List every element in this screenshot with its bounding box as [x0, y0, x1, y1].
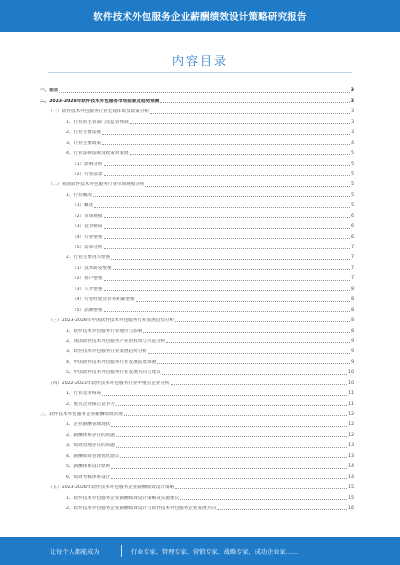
toc-entry-text: 2、行业主要法规 — [66, 130, 102, 136]
toc-entry-text: 2、软件技术外包服务企业薪酬绩效设计与软件技术外包服务企业发展方向 — [66, 505, 216, 511]
toc-entry-page: 3 — [351, 119, 354, 125]
toc-leader-dots — [111, 259, 350, 260]
toc-entry[interactable] — [40, 220, 354, 230]
footer-left-text: 让每个人都能成为 — [50, 549, 100, 556]
toc-leader-dots — [166, 342, 350, 343]
toc-leader-dots — [136, 301, 350, 302]
toc-entry-text: （二）我国软件技术外包服务行业市场规模分析 — [48, 182, 145, 188]
toc-entry-page: 15 — [348, 485, 354, 491]
toc-entry-page: 14 — [348, 464, 354, 470]
toc-entry[interactable] — [40, 428, 354, 438]
toc-leader-dots — [162, 374, 347, 375]
toc-entry-text: （4）行业壁垒 — [72, 234, 103, 240]
toc-entry-text: （1）影响分析 — [72, 161, 103, 167]
toc-leader-dots — [145, 186, 350, 187]
toc-entry-page: 6 — [351, 234, 354, 240]
toc-leader-dots — [93, 196, 350, 197]
toc-leader-dots — [157, 363, 350, 364]
toc-entry-page: 5 — [351, 151, 354, 157]
toc-entry-page: 14 — [348, 474, 354, 480]
toc-entry-page: 11 — [348, 401, 354, 407]
toc-leader-dots — [120, 457, 347, 458]
toc-entry[interactable] — [40, 178, 354, 188]
toc-entry[interactable] — [40, 293, 354, 303]
toc-entry[interactable] — [40, 314, 354, 324]
toc-entry-page: 13 — [348, 453, 354, 459]
toc-leader-dots — [116, 405, 347, 406]
toc-entry-text: （四）2022-2023年软件技术外包服务行业中重点企业分析 — [48, 380, 170, 386]
toc-leader-dots — [104, 228, 351, 229]
toc-entry[interactable] — [40, 460, 354, 470]
toc-entry[interactable] — [40, 157, 354, 167]
toc-entry-page: 6 — [351, 224, 354, 230]
toc-entry-page: 9 — [351, 359, 354, 365]
toc-entry-page: 15 — [348, 495, 354, 501]
toc-leader-dots — [111, 426, 347, 427]
toc-entry[interactable] — [40, 168, 354, 178]
toc-entry-text: 1、软件技术外包服务行业地位与影响 — [66, 328, 143, 334]
toc-entry-page: 5 — [351, 182, 354, 188]
toc-entry-text: 4、行业法律法规及政策对发展 — [66, 151, 129, 157]
toc-leader-dots — [104, 248, 351, 249]
toc-entry[interactable] — [40, 470, 354, 480]
toc-entry-page: 12 — [348, 432, 354, 438]
toc-entry-text: 一、前言 — [40, 88, 59, 94]
toc-entry-text: （3）人才壁垒 — [72, 286, 103, 292]
toc-entry[interactable] — [40, 209, 354, 219]
toc-leader-dots — [102, 134, 350, 135]
toc-entry-page: 10 — [348, 380, 354, 386]
toc-entry-text: （五）2023-2028年软件技术外包服务企业薪酬绩效设计策略 — [48, 485, 175, 491]
toc-leader-dots — [175, 321, 350, 322]
toc-leader-dots — [104, 217, 351, 218]
toc-leader-dots — [160, 102, 349, 103]
toc-entry-text: 1、行业概况 — [66, 192, 92, 198]
report-header — [0, 0, 400, 32]
toc-entry-text: （三）2023-2028年中国软件技术外包服务行业发展趋势分析 — [48, 318, 175, 324]
toc-entry-text: 2、行业主要进入壁垒 — [66, 255, 111, 261]
toc-entry-page: 12 — [348, 412, 354, 417]
toc-entry[interactable] — [40, 115, 354, 125]
toc-entry-text: （2）市场规模 — [72, 213, 103, 219]
toc-entry[interactable] — [40, 418, 354, 428]
toc-entry[interactable] — [40, 241, 354, 251]
title-divider — [48, 72, 352, 73]
toc-entry-page: 16 — [348, 505, 354, 511]
toc-title: 内容目录 — [171, 54, 228, 68]
toc-entry-text: 5、中国软件技术外包服务行业发展方向与建议 — [66, 370, 161, 376]
toc-entry-text: 1、软件技术外包服务企业薪酬绩效设计策略及实施建议 — [66, 495, 180, 501]
toc-entry[interactable] — [40, 355, 354, 365]
toc-entry[interactable] — [40, 188, 354, 198]
toc-entry-text: （一）软件技术外包服务行业宏观环境及政策分析 — [48, 109, 150, 115]
toc-entry-text: （1）概述 — [72, 203, 94, 209]
toc-entry-text: 6、绩效考核体系设计 — [66, 474, 111, 480]
toc-entry-text: （2）行业前景 — [72, 171, 103, 177]
toc-leader-dots — [104, 280, 351, 281]
toc-entry-text: 2、我国软件技术外包服务产业的投资与兴起分析 — [66, 338, 166, 344]
report-title: 软件技术外包服务企业薪酬绩效设计策略研究报告 — [93, 12, 307, 23]
toc-entry[interactable] — [40, 387, 354, 397]
toc-entry-page: 3 — [351, 130, 354, 136]
toc-entry-text: 二、2023-2028年软件技术外包服务市场前景及趋势预测 — [40, 98, 160, 104]
toc-entry[interactable] — [40, 303, 354, 313]
toc-leader-dots — [94, 207, 350, 208]
toc-entry-text: 3、行业主要政策 — [66, 140, 102, 146]
toc-entry[interactable] — [40, 136, 354, 146]
toc-entry-text: 1、行业竞争格局 — [66, 391, 102, 397]
toc-entry[interactable] — [40, 147, 354, 157]
toc-leader-dots — [102, 144, 350, 145]
toc-leader-dots — [104, 290, 351, 291]
toc-entry-text: （3）竞争格局 — [72, 224, 103, 230]
toc-leader-dots — [104, 238, 351, 239]
toc-leader-dots — [171, 384, 348, 385]
toc-leader-dots — [116, 447, 347, 448]
footer-divider — [121, 545, 122, 557]
toc-entry-page: 8 — [351, 307, 354, 313]
footer-banner — [0, 537, 400, 565]
toc-leader-dots — [180, 499, 347, 500]
toc-leader-dots — [104, 311, 351, 312]
toc-entry-page: 13 — [348, 443, 354, 449]
toc-leader-dots — [111, 468, 347, 469]
toc-leader-dots — [104, 165, 351, 166]
toc-entry-text: 1、企业薪酬管理现状 — [66, 422, 111, 428]
toc-entry[interactable] — [40, 366, 354, 376]
toc-entry-page: 5 — [351, 171, 354, 177]
toc-entry-page: 5 — [351, 161, 354, 167]
toc-entry[interactable] — [40, 261, 354, 271]
toc-entry-page: 7 — [351, 265, 354, 271]
toc-entry-page: 7 — [351, 255, 354, 261]
toc-entry-page: 8 — [351, 328, 354, 334]
toc-entry-page: 9 — [351, 338, 354, 344]
toc-leader-dots — [150, 113, 350, 114]
toc-leader-dots — [113, 269, 350, 270]
toc-entry[interactable] — [40, 376, 354, 386]
toc-leader-dots — [59, 92, 349, 93]
toc-entry-page: 3 — [351, 109, 354, 115]
toc-leader-dots — [175, 488, 347, 489]
toc-leader-dots — [104, 175, 351, 176]
toc-entry-page: 7 — [351, 276, 354, 282]
toc-entry-page: 9 — [351, 349, 354, 355]
toc-entry-text: 4、薪酬绩效管理优化建议 — [66, 453, 120, 459]
toc-leader-dots — [130, 154, 350, 155]
toc-leader-dots — [124, 415, 347, 416]
toc-entry-text: 4、中国软件技术外包服务行业发展前景预测 — [66, 359, 157, 365]
toc-entry-page: 12 — [348, 422, 354, 428]
toc-entry-page: 3 — [350, 98, 354, 104]
toc-entry-page: 10 — [348, 370, 354, 376]
toc-entry-text: 1、行业的主管部门及监管体制 — [66, 119, 129, 125]
toc-leader-dots — [102, 395, 347, 396]
toc-entry[interactable] — [40, 491, 354, 501]
toc-entry-page: 4 — [351, 140, 354, 146]
toc-entry[interactable] — [40, 449, 354, 459]
toc-entry-text: 5、薪酬体系设计原则 — [66, 464, 111, 470]
toc-entry[interactable] — [40, 126, 354, 136]
toc-leader-dots — [143, 332, 350, 333]
footer-right-text: 行业专家、管理专家、营销专家、战略专家、成功企业家…… — [131, 549, 299, 556]
toc-entry-page: 11 — [348, 391, 354, 397]
toc-entry[interactable] — [40, 397, 354, 407]
toc-entry[interactable] — [40, 94, 354, 104]
toc-entry-page: 6 — [351, 213, 354, 219]
toc-entry[interactable] — [40, 345, 354, 355]
toc-leader-dots — [116, 436, 347, 437]
toc-entry[interactable] — [40, 335, 354, 345]
toc-entry-text: （4）行业经验及业务积累壁垒 — [72, 297, 135, 303]
toc-entry-page: 8 — [351, 286, 354, 292]
toc-entry-text: 3、软件技术外包服务行业发展趋势分析 — [66, 349, 148, 355]
toc-entry[interactable] — [40, 439, 354, 449]
toc-entry-text: （5）品牌壁垒 — [72, 307, 103, 313]
toc-entry-text: （2）客户壁垒 — [72, 276, 103, 282]
toc-entry[interactable] — [40, 272, 354, 282]
toc-entry-page: 3 — [350, 88, 354, 94]
toc-entry[interactable] — [40, 481, 354, 491]
toc-leader-dots — [217, 509, 347, 510]
toc-entry-text: 三、软件技术外包服务企业薪酬绩效管理 — [40, 412, 123, 417]
toc-entry[interactable] — [40, 282, 354, 292]
toc-entry-page: 8 — [351, 318, 354, 324]
toc-entry[interactable] — [40, 105, 354, 115]
toc-leader-dots — [130, 123, 350, 124]
table-of-contents — [40, 84, 354, 512]
toc-entry-text: （1）技术研发壁垒 — [72, 265, 112, 271]
toc-leader-dots — [148, 353, 350, 354]
toc-entry-text: 3、绩效管理存在的问题 — [66, 443, 115, 449]
toc-entry[interactable] — [40, 251, 354, 261]
toc-entry-text: 2、薪酬体系存在的问题 — [66, 432, 115, 438]
toc-entry[interactable] — [40, 502, 354, 512]
toc-leader-dots — [111, 478, 347, 479]
toc-entry-page: 5 — [351, 192, 354, 198]
toc-entry-text: （5）需求分析 — [72, 245, 103, 250]
toc-entry-page: 7 — [351, 245, 354, 250]
toc-entry-text: 2、重点企业核心竞争力 — [66, 401, 115, 407]
toc-entry[interactable] — [40, 324, 354, 334]
toc-entry[interactable] — [40, 199, 354, 209]
toc-entry-page: 8 — [351, 297, 354, 303]
toc-entry[interactable] — [40, 408, 354, 418]
toc-entry[interactable] — [40, 230, 354, 240]
toc-entry[interactable] — [40, 84, 354, 94]
toc-entry-page: 5 — [351, 203, 354, 209]
